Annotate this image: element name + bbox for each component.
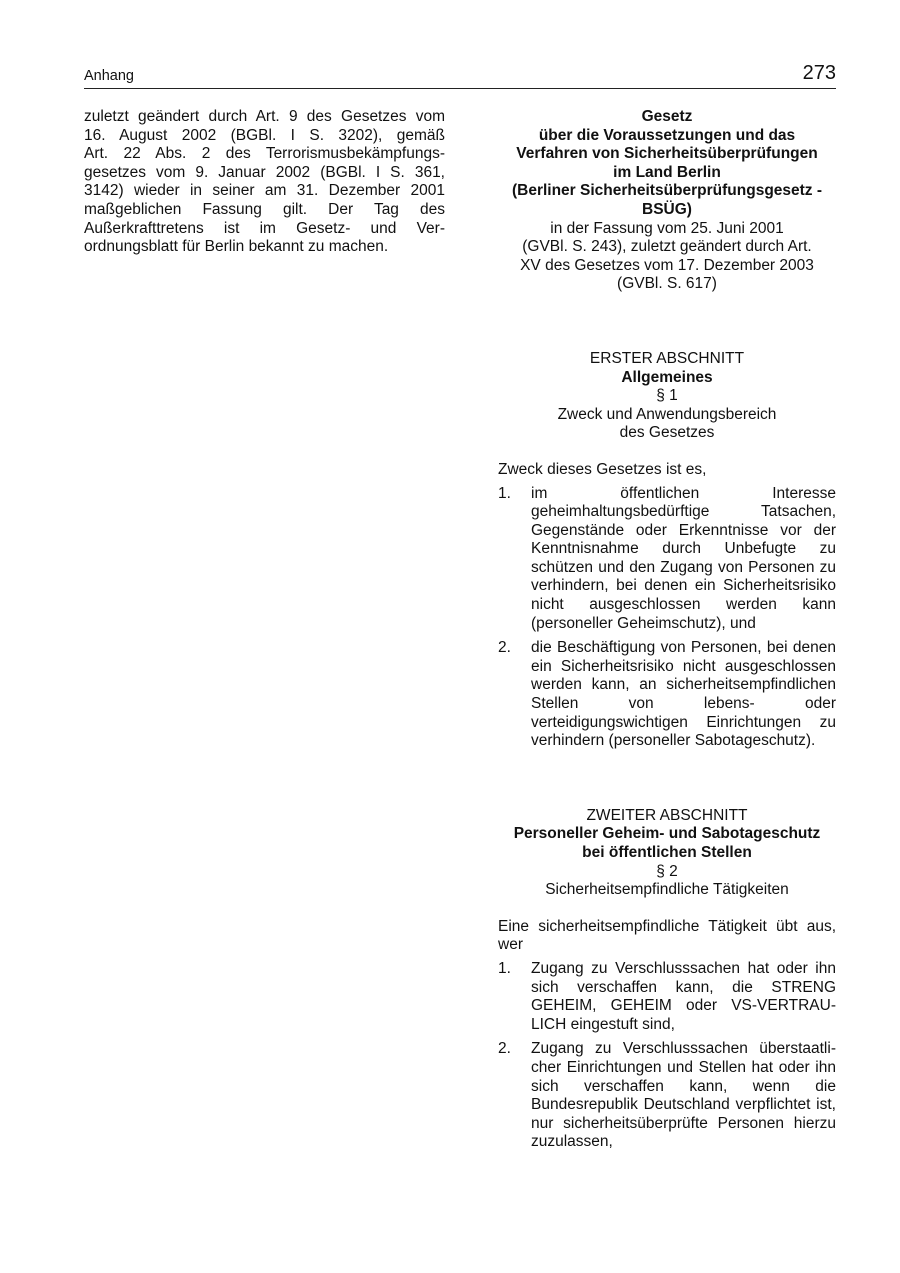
section-1-list (498, 485, 836, 751)
paragraph-number: § 2 (656, 862, 678, 880)
section-1-heading (498, 350, 836, 443)
paragraph-heading-line: Zweck und Anwendungsbereich (557, 405, 777, 423)
list-item-text: die Beschäftigung von Personen, bei denen ein Sicherheitsrisiko nicht ausgeschlossen werden kann, an sicherheitsempfindlichen Stellen von lebens- oder verteidigungswichtigen Einrichtungen zu verhindern (personeller Sabotageschutz). (531, 639, 836, 750)
left-text-line: ordnungsblatt für Berlin bekannt zu machen. (84, 238, 389, 256)
law-title-line: im Land Berlin (613, 163, 721, 181)
left-text-line: 16. August 2002 (BGBl. I S. 3202), gemäß (84, 126, 445, 144)
version-line: (GVBl. S. 243), zuletzt geändert durch Art. (522, 238, 812, 256)
section-title-line: Personeller Geheim- und Sabotageschutz (513, 825, 821, 843)
section-1-intro: Zweck dieses Gesetzes ist es, (498, 460, 707, 478)
law-title (498, 108, 836, 220)
paragraph-heading-line: des Gesetzes (619, 424, 715, 442)
left-text-line: maßgeblichen Fassung gilt. Der Tag des (84, 200, 445, 218)
list-item (498, 485, 836, 634)
page-header (84, 62, 836, 89)
list-item (498, 960, 836, 1034)
paragraph-number: § 1 (656, 387, 678, 405)
left-text-line: 3142) wieder in seiner am 31. Dezember 2001 (84, 182, 445, 200)
section-2-heading (498, 807, 836, 900)
law-title-line: Verfahren von Sicherheitsüberprüfungen (516, 145, 818, 163)
list-item-text: im öffentlichen Interesse geheimhaltungsbedürftige Tatsachen, Gegenstände oder Erkenntnisse vor der Kenntnisnahme durch Unbefugte zu schützen und den Zugang von Personen zu verhindern, bei denen ein Sicherheitsrisiko nicht ausgeschlossen werden kann (personeller Geheimschutz), und (531, 484, 836, 632)
list-item-number: 1. (498, 484, 511, 502)
law-title-line: Gesetz (641, 108, 693, 125)
list-item-number: 2. (498, 1040, 511, 1058)
page-number: 273 (802, 62, 836, 84)
section-title: Allgemeines (621, 368, 713, 386)
version-line: in der Fassung vom 25. Juni 2001 (550, 219, 784, 237)
list-item-number: 2. (498, 639, 511, 657)
law-title-line: über die Voraussetzungen und das (538, 126, 796, 144)
paragraph-heading: Sicherheitsempfindliche Tätigkeiten (545, 881, 789, 899)
left-text-line: zuletzt geändert durch Art. 9 des Gesetzes vom (84, 108, 445, 125)
section-2-list (498, 960, 836, 1152)
section-2-intro: Eine sicherheitsempfindliche Tätigkeit übt aus, wer (498, 917, 836, 954)
left-column (84, 108, 445, 257)
section-label: ERSTER ABSCHNITT (589, 349, 745, 367)
version-line: (GVBl. S. 617) (617, 275, 717, 293)
list-item-text: Zugang zu Verschlusssachen hat oder ihn sich verschaffen kann, die STRENG GEHEIM, GEHEIM oder VS-VERTRAULICH eingestuft sind, (531, 959, 836, 1033)
list-item-text: Zugang zu Verschlusssachen überstaatlicher Einrichtungen und Stellen hat oder ihn sich verschaffen kann, wenn die Bundesrepublik Deutschland verpflichtet ist, nur sicherheitsüberprüfte Personen hierzu zuzulassen, (531, 1040, 836, 1151)
section-title-line: bei öffentlichen Stellen (582, 844, 752, 861)
section-label: ZWEITER ABSCHNITT (586, 806, 748, 824)
running-title: Anhang (84, 68, 134, 84)
list-item-number: 1. (498, 959, 511, 977)
list-item (498, 639, 836, 751)
version-line: XV des Gesetzes vom 17. Dezember 2003 (520, 256, 814, 274)
right-column (498, 108, 836, 1152)
left-text-line: gesetzes vom 9. Januar 2002 (BGBl. I S. 361, (84, 163, 445, 181)
left-text-line: Art. 22 Abs. 2 des Terrorismusbekämpfungs- (84, 145, 445, 163)
law-version-note (498, 220, 836, 294)
law-title-line: (Berliner Sicherheitsüberprüfungsgesetz - (511, 182, 823, 200)
list-item (498, 1040, 836, 1152)
law-title-line: BSÜG) (642, 200, 692, 218)
left-text-line: Außerkrafttretens ist im Gesetz- und Ver- (84, 219, 445, 237)
